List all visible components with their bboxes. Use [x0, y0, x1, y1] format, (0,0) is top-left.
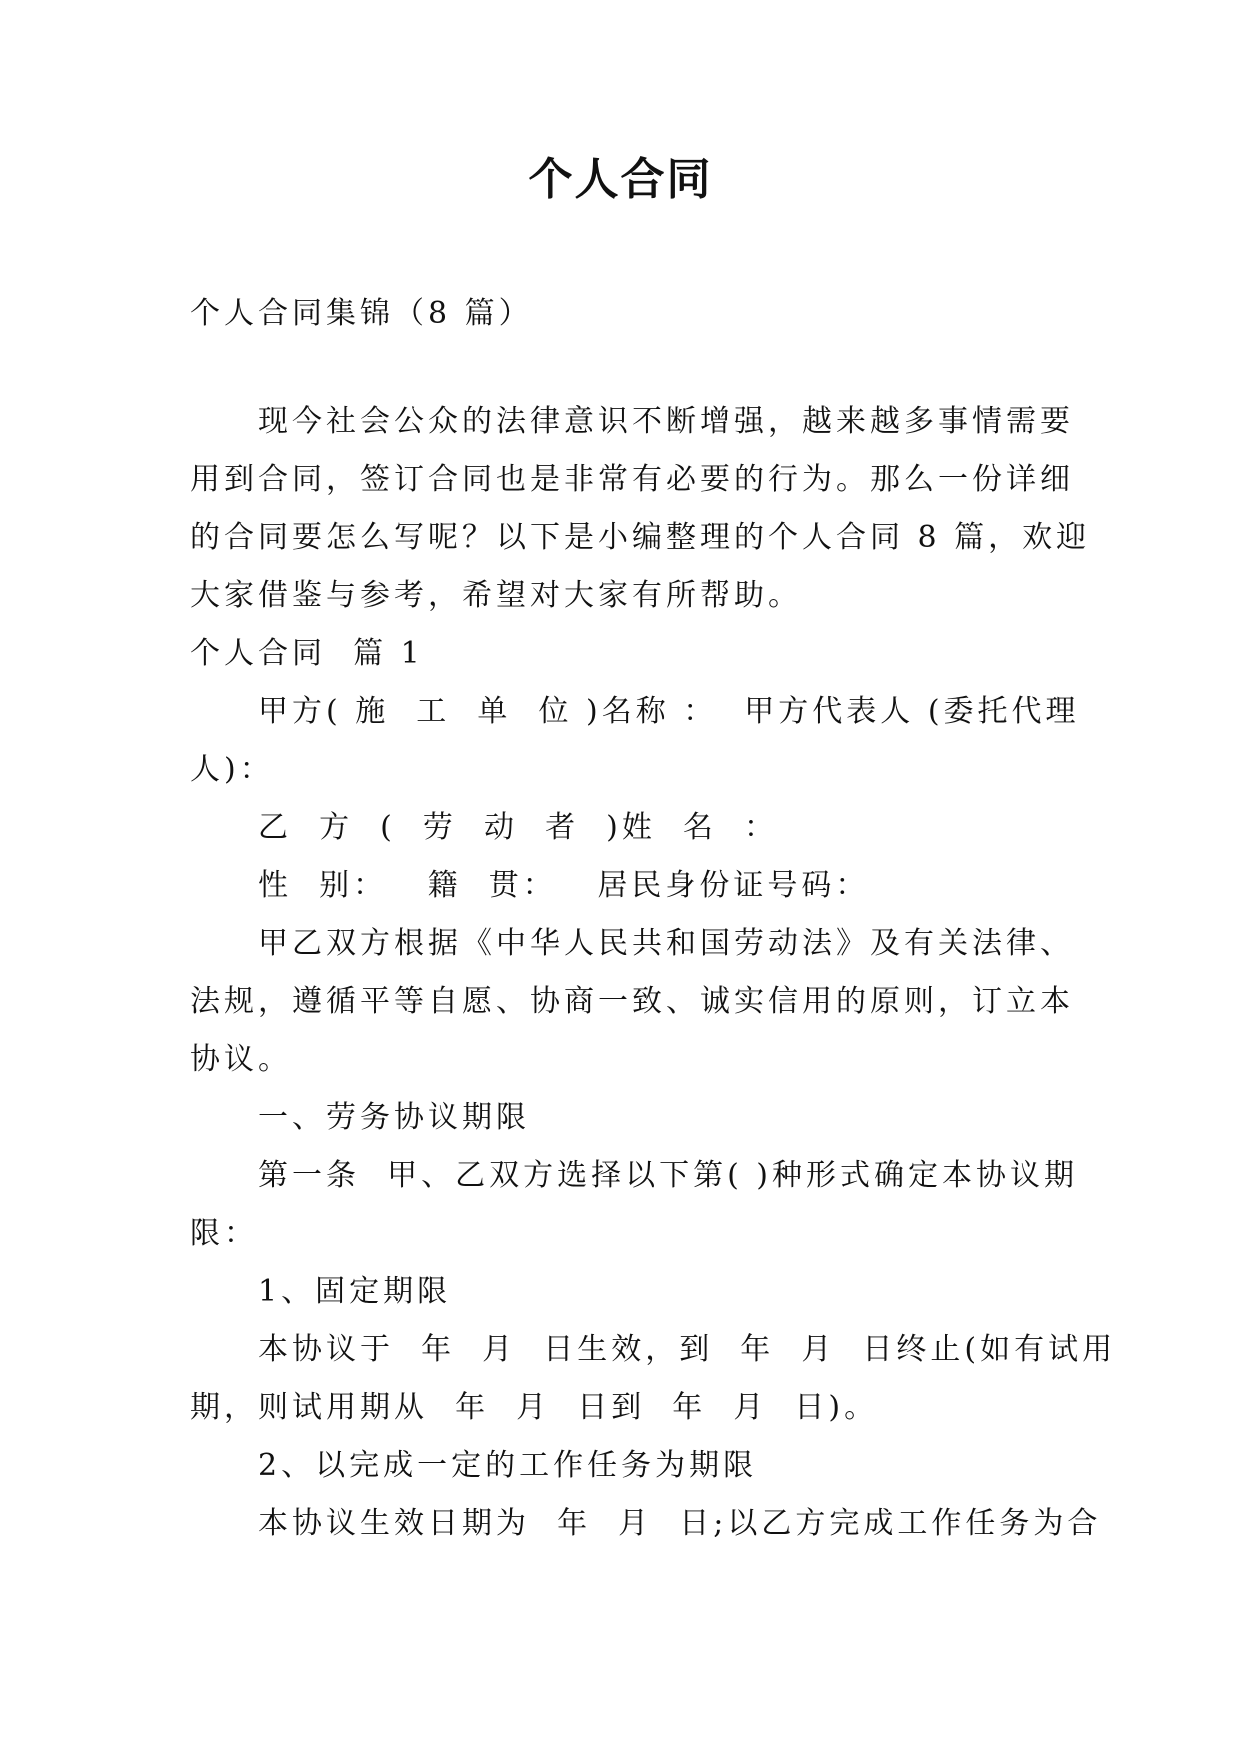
- basis-paragraph-line: 协议。: [190, 1042, 292, 1077]
- clause-line: 期，则试用期从 年 月 日到 年 月 日)。: [190, 1390, 879, 1425]
- intro-paragraph-line: 大家借鉴与参考，希望对大家有所帮助。: [190, 578, 802, 613]
- intro-paragraph-line: 用到合同，签订合同也是非常有必要的行为。那么一份详细: [190, 462, 1074, 497]
- intro-paragraph-line: 的合同要怎么写呢？以下是小编整理的个人合同 8 篇，欢迎: [190, 520, 1091, 555]
- clause-line: 本协议生效日期为 年 月 日;以乙方完成工作任务为合: [258, 1506, 1102, 1541]
- clause-item-heading: 2、以完成一定的工作任务为期限: [258, 1448, 758, 1483]
- party-b-details-line: 性 别： 籍 贯： 居民身份证号码：: [258, 868, 870, 903]
- basis-paragraph-line: 法规，遵循平等自愿、协商一致、诚实信用的原则，订立本: [190, 984, 1074, 1019]
- intro-paragraph-line: 现今社会公众的法律意识不断增强，越来越多事情需要: [258, 404, 1074, 439]
- clause-item-heading: 1、固定期限: [258, 1274, 452, 1309]
- clause-line: 第一条 甲、乙双方选择以下第( )种形式确定本协议期: [258, 1158, 1079, 1193]
- document-body: [190, 285, 1117, 1553]
- clause-line: 本协议于 年 月 日生效，到 年 月 日终止(如有试用: [258, 1332, 1117, 1367]
- section-heading: 个人合同 篇 1: [190, 636, 424, 671]
- party-a-line: 甲方( 施 工 单 位 )名称 ： 甲方代表人 (委托代理: [258, 694, 1080, 729]
- document-title: 个人合同: [528, 154, 713, 205]
- basis-paragraph-line: 甲乙双方根据《中华人民共和国劳动法》及有关法律、: [258, 926, 1074, 961]
- subtitle-line: 个人合同集锦（8 篇）: [190, 296, 533, 331]
- party-a-line: 人)：: [190, 752, 274, 787]
- clause-line: 限：: [190, 1216, 258, 1251]
- party-b-line: 乙 方 ( 劳 动 者 )姓 名 ：: [258, 810, 778, 845]
- clause-heading: 一、劳务协议期限: [258, 1100, 530, 1135]
